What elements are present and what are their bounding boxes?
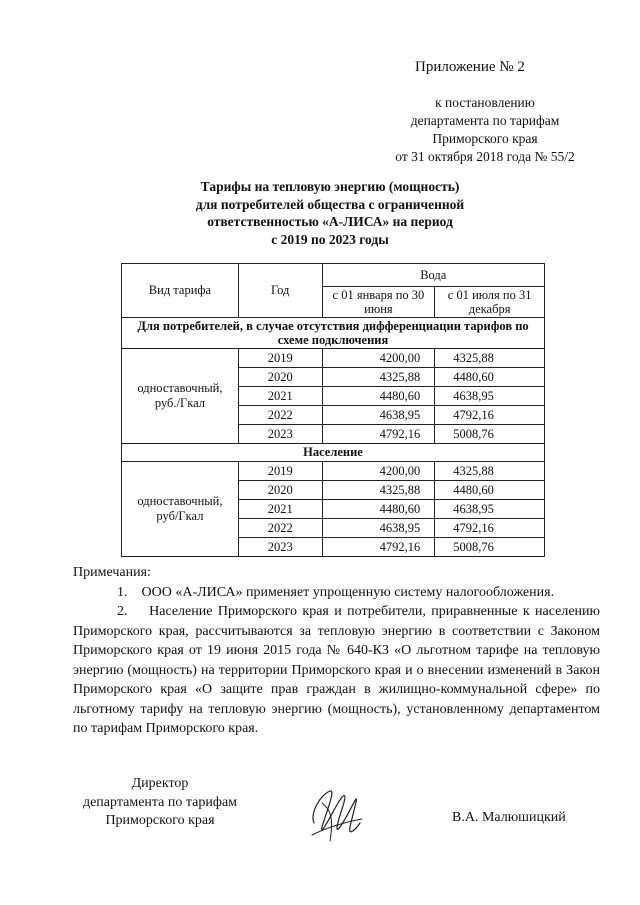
- value-cell-h1: 4200,00: [322, 462, 435, 481]
- value-cell-h1: 4325,88: [322, 368, 435, 387]
- appendix-title: Приложение № 2: [415, 59, 525, 75]
- decree-line: департамента по тарифам: [410, 113, 560, 128]
- value-cell-h1: 4480,60: [322, 387, 435, 406]
- value-cell-h2: 4325,88: [435, 462, 545, 481]
- position-line: Приморского края: [105, 813, 215, 828]
- year-cell: 2019: [238, 462, 322, 481]
- value-cell-h1: 4638,95: [322, 519, 435, 538]
- title-line: Тарифы на тепловую энергию (мощность): [200, 179, 460, 194]
- value-cell-h2: 4638,95: [435, 500, 545, 519]
- value-cell-h1: 4792,16: [322, 425, 435, 444]
- value-cell-h2: 4480,60: [435, 368, 545, 387]
- title-line: ответственностью «А-ЛИСА» на период: [207, 214, 453, 229]
- year-cell: 2023: [238, 538, 322, 557]
- decree-line: Приморского края: [432, 131, 538, 146]
- section-title: Для потребителей, в случае отсутствия дифференциации тарифов по схеме подключения: [122, 318, 545, 349]
- year-cell: 2020: [238, 368, 322, 387]
- value-cell-h1: 4638,95: [322, 406, 435, 425]
- value-cell-h1: 4325,88: [322, 481, 435, 500]
- year-cell: 2020: [238, 481, 322, 500]
- section-title: Население: [122, 444, 545, 462]
- year-cell: 2022: [238, 406, 322, 425]
- header-tariff-type: Вид тарифа: [122, 264, 239, 318]
- title-line: с 2019 по 2023 годы: [271, 231, 389, 247]
- value-cell-h2: 4792,16: [435, 406, 545, 425]
- tariff-type-cell: одноставочный, руб./Гкал: [122, 349, 239, 444]
- table-row: [122, 349, 545, 368]
- value-cell-h1: 4480,60: [322, 500, 435, 519]
- value-cell-h1: 4792,16: [322, 538, 435, 557]
- notes: [73, 563, 600, 739]
- header-period-1: с 01 января по 30 июня: [322, 287, 435, 318]
- title-line: для потребителей общества с ограниченной: [195, 196, 465, 212]
- value-cell-h2: 4480,60: [435, 481, 545, 500]
- position-line: департамента по тарифам: [82, 794, 238, 810]
- header-year: Год: [238, 264, 322, 318]
- decree-reference: [380, 94, 590, 166]
- signatory-position: [70, 775, 250, 831]
- value-cell-h2: 5008,76: [435, 538, 545, 557]
- value-cell-h1: 4200,00: [322, 349, 435, 368]
- signatory-name: В.А. Малюшицкий: [452, 810, 566, 825]
- tariff-type-cell: одноставочный, руб/Гкал: [122, 462, 239, 557]
- document-title: [170, 178, 490, 248]
- value-cell-h2: 4638,95: [435, 387, 545, 406]
- year-cell: 2021: [238, 500, 322, 519]
- notes-heading: Примечания:: [73, 565, 151, 580]
- year-cell: 2023: [238, 425, 322, 444]
- value-cell-h2: 4792,16: [435, 519, 545, 538]
- header-period-2: с 01 июля по 31 декабря: [435, 287, 545, 318]
- handwritten-signature: [300, 783, 370, 853]
- year-cell: 2022: [238, 519, 322, 538]
- year-cell: 2021: [238, 387, 322, 406]
- value-cell-h2: 5008,76: [435, 425, 545, 444]
- value-cell-h2: 4325,88: [435, 349, 545, 368]
- header-water: Вода: [322, 264, 544, 287]
- note-item: 2. Население Приморского края и потребители, приравненные к населению Приморского края, рассчитываются за тепловую энергию в соответствии с Законом Приморского края от 19 июня 2015 года № 640-КЗ «О льготном тарифе на тепловую энергию (мощность) на территории Приморского края и о внесении изменений в Закон Приморского края «О защите прав граждан в жилищно-коммунальной сфере» по льготному тарифу на тепловую энергию (мощность), установленному департаментом по тарифам Приморского края.: [73, 604, 600, 736]
- year-cell: 2019: [238, 349, 322, 368]
- decree-line: от 31 октября 2018 года № 55/2: [395, 149, 575, 164]
- tariff-table: [121, 263, 545, 557]
- table-row: [122, 462, 545, 481]
- decree-line: к постановлению: [435, 95, 535, 110]
- position-line: Директор: [131, 776, 189, 791]
- note-item: 1. ООО «А-ЛИСА» применяет упрощенную систему налогообложения.: [117, 584, 555, 600]
